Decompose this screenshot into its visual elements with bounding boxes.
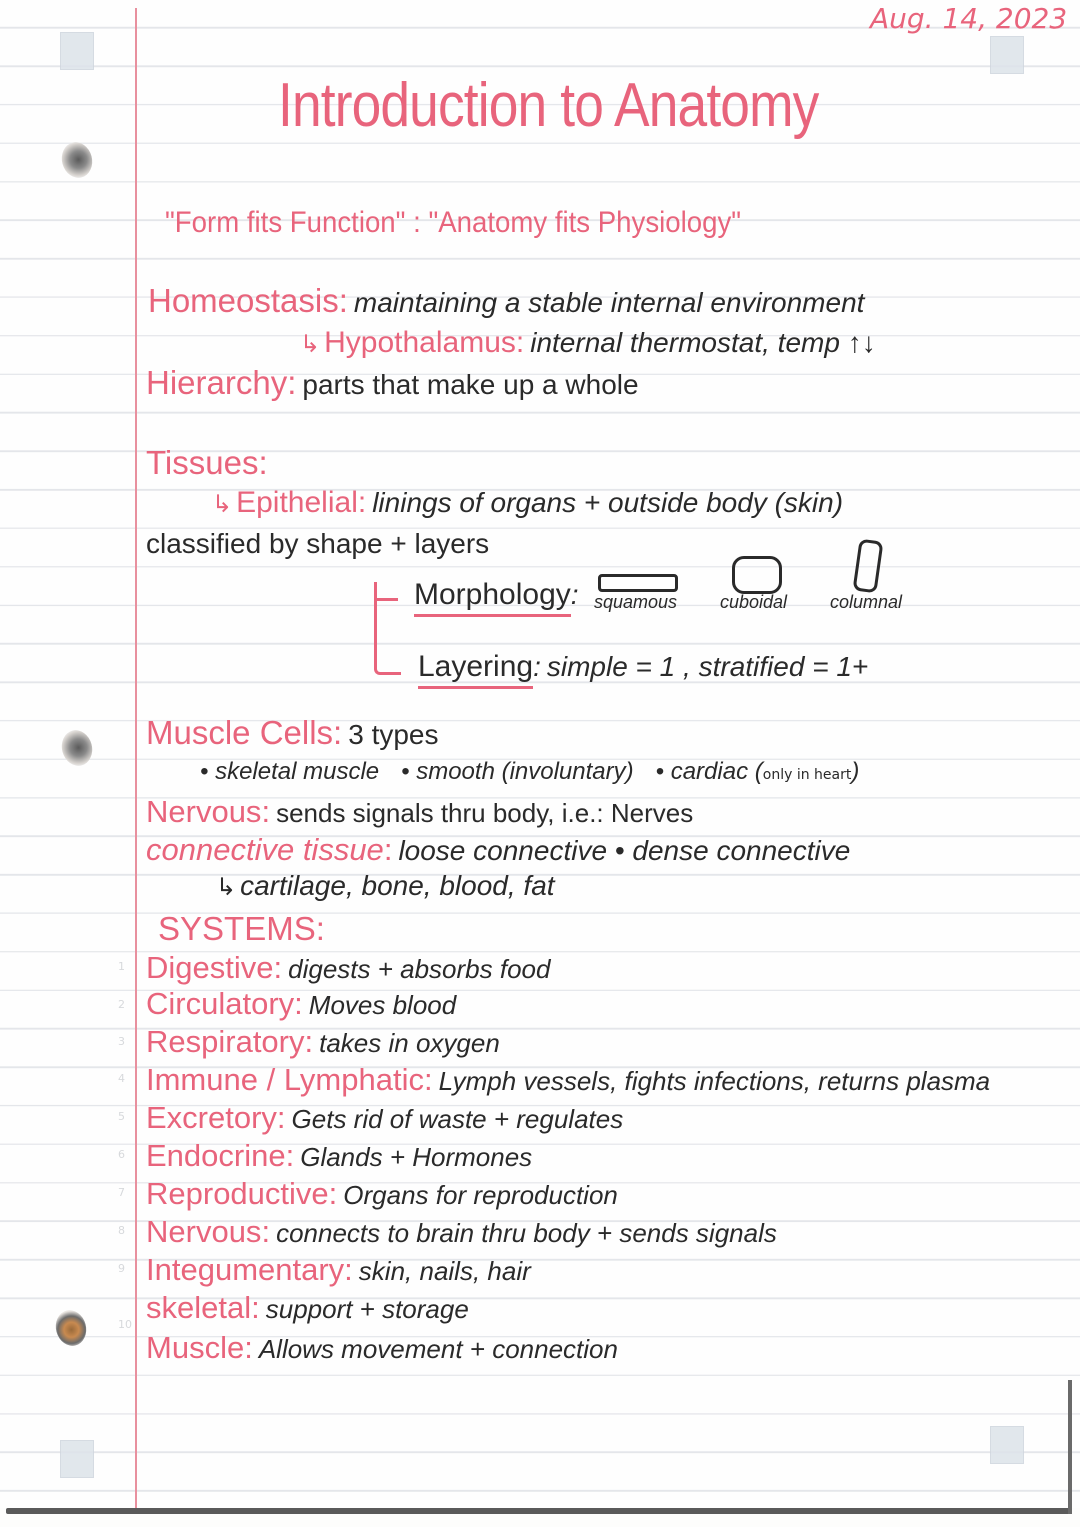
motto: "Form fits Function" : "Anatomy fits Physiology" [165, 206, 742, 239]
description: 3 types [348, 719, 439, 750]
term: Respiratory [146, 1024, 305, 1059]
description: cartilage, bone, blood, fat [240, 870, 555, 901]
ghost-number: 8 [118, 1224, 125, 1237]
branch-bracket-icon [374, 582, 401, 675]
term: Muscle [146, 1330, 245, 1365]
ghost-number: 7 [118, 1186, 125, 1199]
separator: : [261, 794, 271, 829]
description: Glands + Hormones [300, 1142, 533, 1172]
description: maintaining a stable internal environment [353, 287, 865, 318]
description: Gets rid of waste + regulates [291, 1104, 624, 1134]
term: connective tissue [146, 832, 384, 867]
sub-arrow-icon: ↳ [216, 873, 237, 901]
muscle-cells-definition [146, 714, 439, 752]
term: skeletal [146, 1290, 252, 1325]
term: Endocrine [146, 1138, 286, 1173]
system-nervous: Nervous : connects to brain thru body + sends signals [146, 1214, 777, 1249]
system-excretory: Excretory : Gets rid of waste + regulates [146, 1100, 624, 1135]
ghost-number: 10 [118, 1318, 132, 1331]
morphology-row [414, 578, 579, 617]
muscle-type-smooth: • smooth (involuntary) [401, 758, 634, 785]
ghost-number: 4 [118, 1072, 125, 1085]
term: Epithelial [236, 486, 358, 519]
separator: : [357, 486, 367, 519]
epithelial-definition [212, 486, 843, 520]
system-immune-lymphatic: Immune / Lymphatic : Lymph vessels, fights infections, returns plasma [146, 1062, 991, 1097]
muscle-types-list [200, 758, 859, 786]
ghost-number: 6 [118, 1148, 125, 1161]
tall-rectangle-icon [852, 539, 883, 594]
scan-marker-icon [60, 32, 94, 70]
separator: : [333, 714, 343, 751]
description: loose connective • dense connective [398, 835, 851, 866]
description: skin, nails, hair [358, 1256, 531, 1286]
description: connects to brain thru body + sends signals [276, 1218, 777, 1248]
sub-arrow-icon: ↳ [300, 330, 321, 358]
rounded-square-icon [732, 556, 782, 594]
scan-marker-icon [990, 36, 1024, 74]
date: Aug. 14, 2023 [870, 2, 1068, 35]
system-digestive: Digestive : digests + absorbs food [146, 950, 551, 985]
term: Nervous [146, 794, 262, 829]
description: simple = 1 , stratified = 1+ [546, 651, 869, 682]
scan-marker-icon [60, 1440, 94, 1478]
term: Nervous [146, 1214, 262, 1249]
description: support + storage [265, 1294, 469, 1324]
definition-hierarchy [146, 364, 639, 402]
system-endocrine: Endocrine : Glands + Hormones [146, 1138, 533, 1173]
description: Moves blood [308, 990, 457, 1020]
muscle-type-skeletal: • skeletal muscle [200, 758, 380, 785]
shape-label-columnal: columnal [830, 592, 903, 612]
shape-label-cuboidal: cuboidal [720, 592, 788, 612]
paper-right-edge [1068, 1380, 1072, 1514]
ghost-number: 5 [118, 1110, 125, 1123]
description: sends signals thru body, i.e.: Nerves [276, 798, 694, 828]
term: Excretory [146, 1100, 277, 1135]
page-title: Introduction to Anatomy [278, 71, 819, 140]
separator: : [570, 579, 579, 610]
ghost-number: 2 [118, 998, 125, 1011]
term: Circulatory [146, 986, 295, 1021]
morphology-label: Morphology [414, 578, 571, 617]
system-respiratory: Respiratory : takes in oxygen [146, 1024, 500, 1059]
description: Lymph vessels, fights infections, returns plasma [438, 1066, 991, 1096]
connective-tissue-definition [146, 832, 850, 868]
classified-note: classified by shape + layers [146, 528, 490, 559]
term: Muscle Cells [146, 714, 334, 751]
definition-homeostasis [148, 282, 864, 320]
shape-label-squamous: squamous [594, 592, 678, 612]
system-integumentary: Integumentary : skin, nails, hair [146, 1252, 531, 1287]
description: digests + absorbs food [288, 954, 551, 984]
separator: : [338, 282, 348, 319]
term: Immune / Lymphatic [146, 1062, 424, 1097]
description: internal thermostat, temp ↑↓ [530, 327, 876, 358]
binder-hole-bottom [52, 1307, 90, 1350]
description: Organs for reproduction [343, 1180, 618, 1210]
separator: : [287, 364, 297, 401]
separator: : [515, 326, 525, 359]
binder-hole-top [58, 139, 96, 182]
ghost-number: 9 [118, 1262, 125, 1275]
nervous-tissue-definition [146, 794, 693, 830]
definition-hypothalamus [300, 326, 876, 360]
term: Integumentary [146, 1252, 345, 1287]
layering-label: Layering [418, 650, 533, 689]
term: Hypothalamus [324, 326, 516, 359]
system-muscle: Muscle : Allows movement + connection [146, 1330, 618, 1365]
sub-arrow-icon: ↳ [212, 490, 233, 518]
ghost-number: 3 [118, 1035, 125, 1048]
description: parts that make up a whole [302, 369, 639, 400]
description: takes in oxygen [319, 1028, 500, 1058]
tissues-heading: Tissues: [146, 444, 268, 481]
term: Homeostasis [148, 282, 339, 319]
scan-marker-icon [990, 1426, 1024, 1464]
paper-bottom-edge [6, 1508, 1072, 1514]
muscle-type-cardiac: • cardiac ( only in heart ) [655, 758, 860, 785]
separator: : [383, 832, 393, 867]
description: linings of organs + outside body (skin) [372, 487, 844, 518]
systems-heading: SYSTEMS: [158, 910, 325, 947]
layering-row [418, 650, 868, 689]
term: Hierarchy [146, 364, 288, 401]
flat-rectangle-icon [598, 574, 678, 592]
branch-arrow-icon [374, 598, 398, 601]
ghost-number: 1 [118, 960, 125, 973]
term: Reproductive [146, 1176, 329, 1211]
system-skeletal: skeletal : support + storage [146, 1290, 469, 1325]
description: Allows movement + connection [258, 1334, 618, 1364]
term: Digestive [146, 950, 274, 985]
connective-examples [216, 870, 555, 902]
cardiac-note: only in heart [762, 767, 852, 783]
separator: : [533, 651, 541, 682]
binder-hole-middle [58, 727, 96, 770]
system-circulatory: Circulatory : Moves blood [146, 986, 457, 1021]
margin-line [135, 8, 137, 1508]
system-reproductive: Reproductive : Organs for reproduction [146, 1176, 618, 1211]
